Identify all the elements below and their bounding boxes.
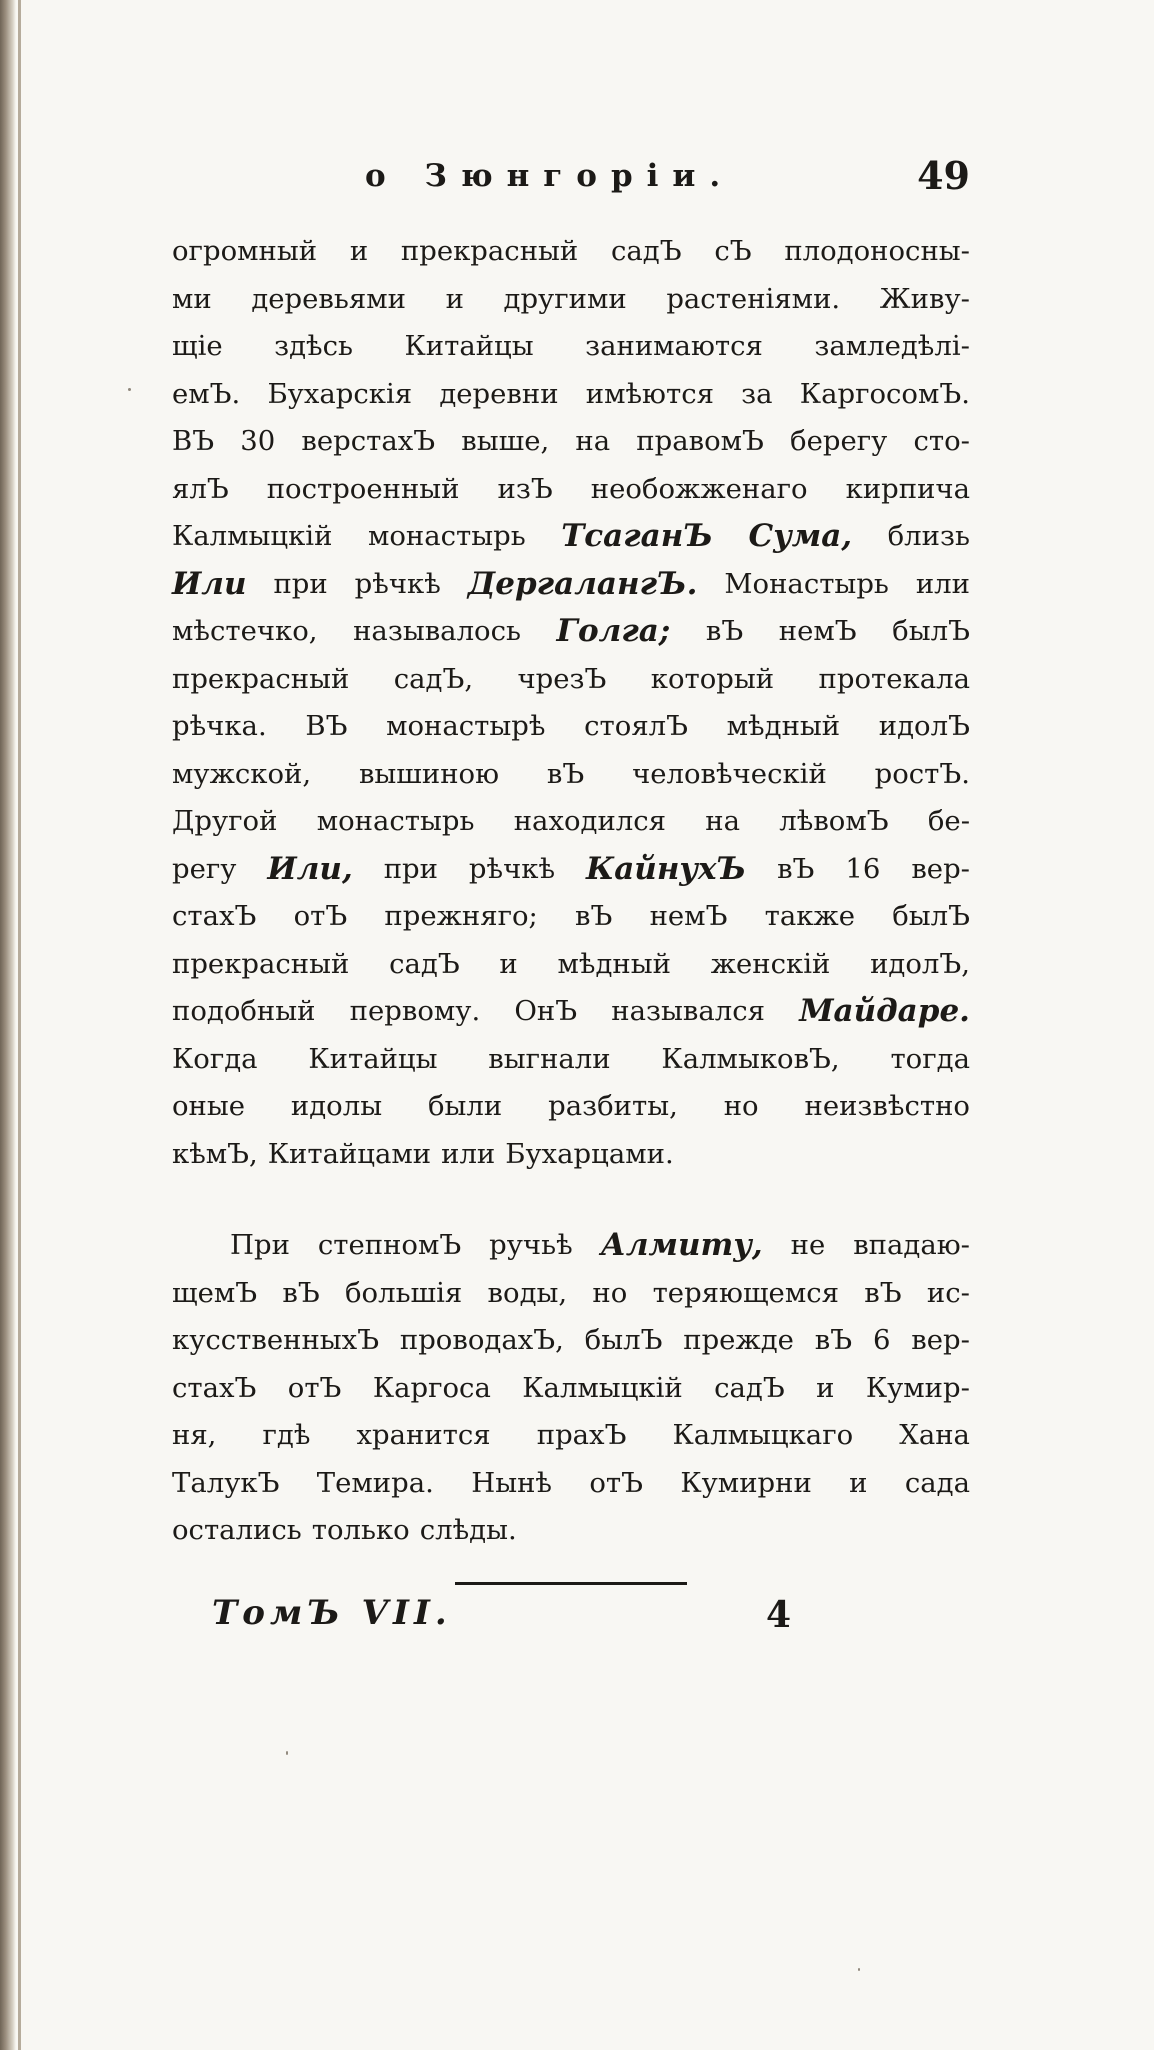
text-line <box>172 1412 970 1460</box>
word: но <box>723 1090 759 1122</box>
word: растеніями. <box>666 282 841 315</box>
word: также <box>764 900 855 932</box>
text-line <box>172 846 970 894</box>
word: занимаются <box>585 330 763 362</box>
word: и <box>349 235 369 267</box>
word: большія <box>344 1276 463 1309</box>
word: первому. <box>349 995 481 1027</box>
word: вЪ <box>705 615 744 647</box>
word: и <box>445 282 464 315</box>
text-line <box>172 1270 970 1318</box>
italic-word: Сума, <box>748 518 853 554</box>
text-line <box>172 988 970 1036</box>
word: прахЪ <box>536 1419 627 1451</box>
paragraph <box>172 1222 970 1555</box>
word: воды, <box>487 1276 568 1309</box>
word: на <box>705 805 740 837</box>
word: Темира. <box>316 1466 434 1499</box>
word: были <box>427 1090 503 1122</box>
word: Монастырь <box>724 567 889 600</box>
word: садЪ <box>389 947 460 980</box>
text-line <box>172 323 970 371</box>
word: КаргосомЪ. <box>799 377 970 410</box>
text-line <box>172 276 970 324</box>
text-line <box>172 1507 970 1555</box>
paragraph <box>172 228 970 1178</box>
running-head: о Зюнгоріи. <box>365 158 735 194</box>
signature-mark: ТомЪ VII. <box>212 1593 452 1633</box>
word: Калмыцкаго <box>672 1419 854 1451</box>
word: вЪ <box>546 757 585 790</box>
word: отЪ <box>589 1466 643 1499</box>
word: не <box>790 1229 826 1261</box>
word: вЪ <box>282 1276 320 1309</box>
word: ВЪ <box>172 425 215 457</box>
word: немЪ <box>778 615 857 647</box>
word: вышиною <box>358 757 500 790</box>
word: рѣчка. <box>172 710 267 742</box>
word: монастырь <box>316 805 475 837</box>
word: рѣчкѣ <box>354 567 441 600</box>
word: Когда <box>172 1042 258 1075</box>
text-line <box>172 1131 970 1179</box>
word: хранится <box>356 1419 491 1451</box>
word: Кумирни <box>680 1466 812 1499</box>
signature-number: 4 <box>766 1594 792 1636</box>
word: оные <box>172 1090 246 1122</box>
text-line <box>172 1036 970 1084</box>
word: подобный <box>172 995 316 1027</box>
word: неизвѣстно <box>804 1090 970 1122</box>
word: тогда <box>890 1042 970 1075</box>
word: идолы <box>290 1090 383 1122</box>
word: кусственныхЪ <box>172 1324 380 1356</box>
word: ручьѣ <box>489 1229 573 1261</box>
word: но <box>592 1276 628 1309</box>
word: прекрасный <box>172 947 350 980</box>
word: щіе <box>172 330 223 362</box>
text-line <box>172 466 970 514</box>
word: мѣдный <box>557 947 671 980</box>
word: правомЪ <box>636 425 764 457</box>
word: Китайцы <box>308 1042 438 1075</box>
word: Калмыцкій <box>172 520 333 552</box>
word: называлось <box>353 615 521 647</box>
word: отЪ <box>287 1371 342 1404</box>
text-line <box>172 703 970 751</box>
word: и <box>816 1371 835 1404</box>
text-line <box>172 608 970 656</box>
word: выше, <box>461 425 550 457</box>
word: Китайцами <box>267 1137 432 1170</box>
word: мужской, <box>172 757 312 790</box>
paper-speck <box>858 1968 860 1971</box>
word: назывался <box>611 995 766 1027</box>
word: Живу- <box>879 282 970 315</box>
word: ми <box>172 282 212 315</box>
word: садЪ <box>611 235 682 267</box>
word: огромный <box>172 235 318 267</box>
word: прекрасный <box>400 235 579 267</box>
word: выгнали <box>488 1042 611 1075</box>
word: ВЪ <box>305 710 348 742</box>
italic-word: Голга; <box>556 613 671 649</box>
word: При <box>230 1229 290 1261</box>
word: вЪ <box>777 852 815 885</box>
word: мѣстечко, <box>172 615 318 647</box>
text-line <box>172 561 970 609</box>
word: Кумир- <box>865 1371 970 1404</box>
word: емЪ. <box>172 377 241 410</box>
word: Каргоса <box>372 1371 491 1404</box>
text-line <box>172 656 970 704</box>
word: ялЪ <box>172 472 229 505</box>
word: бе- <box>927 805 970 837</box>
word: проводахЪ, <box>399 1324 564 1356</box>
word: деревни <box>439 377 559 410</box>
word: замледѣлі- <box>814 330 970 362</box>
word: кѣмЪ, <box>172 1137 258 1170</box>
word: ня, <box>172 1419 217 1451</box>
word: мѣдный <box>726 710 841 742</box>
word: вЪ <box>575 900 613 932</box>
word: только <box>311 1514 410 1546</box>
word: стоялЪ <box>584 710 688 742</box>
text-line <box>172 513 970 561</box>
paper-speck <box>128 388 131 391</box>
word: на <box>575 425 611 457</box>
word: который <box>650 662 775 695</box>
word: садЪ, <box>393 662 474 695</box>
word: Хана <box>899 1419 970 1451</box>
word: степномЪ <box>317 1229 462 1261</box>
page-header <box>170 148 970 204</box>
word: вЪ <box>814 1324 853 1356</box>
word: 16 <box>845 852 881 885</box>
text-line <box>172 1083 970 1131</box>
word: впадаю- <box>853 1229 970 1261</box>
word: Китайцы <box>404 330 534 362</box>
word: КалмыковЪ, <box>661 1042 840 1075</box>
word: Другой <box>172 805 278 837</box>
text-line <box>172 418 970 466</box>
text-line <box>172 1317 970 1365</box>
word: и <box>499 947 518 980</box>
word: берегу <box>790 425 888 457</box>
word: 30 <box>240 425 276 457</box>
page-number: 49 <box>917 153 970 198</box>
text-line <box>172 798 970 846</box>
word: рѣчкѣ <box>468 852 556 885</box>
word: кирпича <box>845 472 970 505</box>
word: находился <box>513 805 666 837</box>
word: Бухарскія <box>267 377 413 410</box>
signature-rule <box>455 1582 687 1585</box>
word: здѣсь <box>274 330 354 362</box>
word: имѣются <box>585 377 714 410</box>
word: былЪ <box>892 900 970 932</box>
word: монастырѣ <box>386 710 546 742</box>
word: Нынѣ <box>471 1466 552 1499</box>
text-line <box>172 1222 970 1270</box>
word: 6 <box>872 1324 891 1356</box>
body-text <box>172 228 970 1555</box>
word: лѣвомЪ <box>779 805 889 837</box>
word: идолЪ, <box>870 947 970 980</box>
word: разбиты, <box>548 1090 678 1122</box>
word: щемЪ <box>172 1276 258 1309</box>
word: при <box>273 567 328 600</box>
word: деревьями <box>251 282 406 315</box>
word: верстахЪ <box>301 425 436 457</box>
word: чрезЪ <box>517 662 607 695</box>
word: Калмыцкій <box>522 1371 683 1404</box>
word: слѣды. <box>419 1514 517 1546</box>
word: стахЪ <box>172 1371 257 1404</box>
word: ТалукЪ <box>172 1466 280 1499</box>
word: при <box>383 852 438 885</box>
word: построенный <box>266 472 460 505</box>
italic-word: Майдаре. <box>799 993 970 1029</box>
word: ОнЪ <box>514 995 578 1027</box>
italic-word: Алмиту, <box>600 1227 763 1263</box>
text-line <box>172 893 970 941</box>
text-line <box>172 941 970 989</box>
word: регу <box>172 852 237 885</box>
word: или <box>915 567 970 600</box>
word: изЪ <box>497 472 553 505</box>
italic-word: Или <box>172 565 247 602</box>
word: былЪ <box>892 615 970 647</box>
word: ис- <box>926 1276 970 1309</box>
word: другими <box>503 282 627 315</box>
text-line <box>172 371 970 419</box>
word: стахЪ <box>172 900 257 932</box>
word: протекала <box>818 662 970 695</box>
italic-word: ДергалангЪ. <box>467 565 698 602</box>
word: теряющемся <box>652 1276 839 1309</box>
word: женскій <box>710 947 831 980</box>
italic-word: ТсаганЪ <box>561 518 714 554</box>
word: идолЪ <box>878 710 970 742</box>
paragraph-gap <box>172 1178 970 1222</box>
word: близь <box>887 520 970 552</box>
binding-shadow-line <box>18 0 21 2050</box>
word: Бухарцами. <box>505 1137 674 1170</box>
word: прежде <box>683 1324 794 1356</box>
page-binding-edge <box>0 0 16 2050</box>
text-line <box>172 228 970 276</box>
word: былЪ <box>584 1324 663 1356</box>
word: необожженаго <box>590 472 808 505</box>
word: сто- <box>913 425 970 457</box>
word: плодоносны- <box>784 235 970 267</box>
word: сада <box>904 1466 970 1499</box>
word: или <box>441 1137 496 1170</box>
word: вер- <box>911 852 970 885</box>
word: остались <box>172 1514 302 1546</box>
text-line <box>172 751 970 799</box>
text-line <box>172 1365 970 1413</box>
word: прежняго; <box>384 900 538 932</box>
word: гдѣ <box>262 1419 311 1451</box>
word: ростЪ. <box>874 757 970 790</box>
word: и <box>849 1466 868 1499</box>
paper-speck <box>286 1751 288 1755</box>
italic-word: Или, <box>267 850 353 887</box>
word: за <box>741 377 773 410</box>
word: вер- <box>911 1324 970 1356</box>
word: сЪ <box>714 235 752 267</box>
text-line <box>172 1460 970 1508</box>
word: отЪ <box>293 900 348 932</box>
word: садЪ <box>714 1371 785 1404</box>
italic-word: КайнухЪ <box>586 850 747 887</box>
word: вЪ <box>864 1276 902 1309</box>
word: немЪ <box>649 900 728 932</box>
word: человѣческій <box>632 757 827 790</box>
word: монастырь <box>367 520 526 552</box>
word: прекрасный <box>172 662 350 695</box>
